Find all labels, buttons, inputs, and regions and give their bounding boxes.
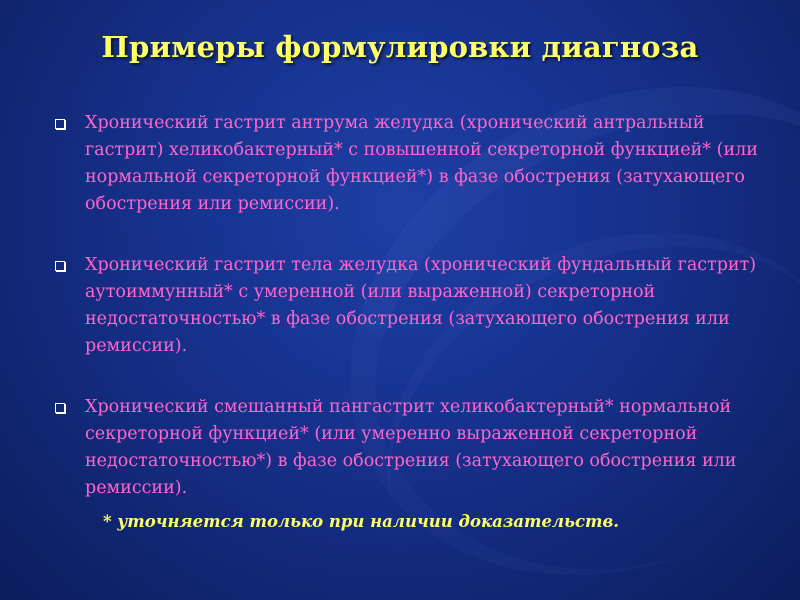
list-item: [55, 110, 765, 218]
hollow-square-bullet-icon: [55, 261, 65, 271]
footnote: * уточняется только при наличии доказательств.: [103, 512, 620, 531]
hollow-square-bullet-icon: [55, 119, 65, 129]
list-item-text: Хронический смешанный пангастрит хеликобактерный* нормальной секреторной функцией* (или умеренно выраженной секреторной недостаточностью*) в фазе обострения (затухающего обострения или ремиссии).: [85, 397, 737, 498]
list-item: [55, 252, 765, 360]
list-item-text: Хронический гастрит антрума желудка (хронический антральный гастрит) хеликобактерный* с повышенной секреторной функцией* (или нормальной секреторной функцией*) в фазе обострения (затухающего обострения или ремиссии).: [85, 113, 758, 214]
list-item-text: Хронический гастрит тела желудка (хронический фундальный гастрит) аутоиммунный* с умеренной (или выраженной) секреторной недостаточностью* в фазе обострения (затухающего обострения или ремиссии).: [85, 255, 757, 356]
slide-title: Примеры формулировки диагноза: [101, 30, 699, 64]
hollow-square-bullet-icon: [55, 403, 65, 413]
diagnosis-examples-list: [55, 110, 765, 536]
list-item: [55, 394, 765, 502]
